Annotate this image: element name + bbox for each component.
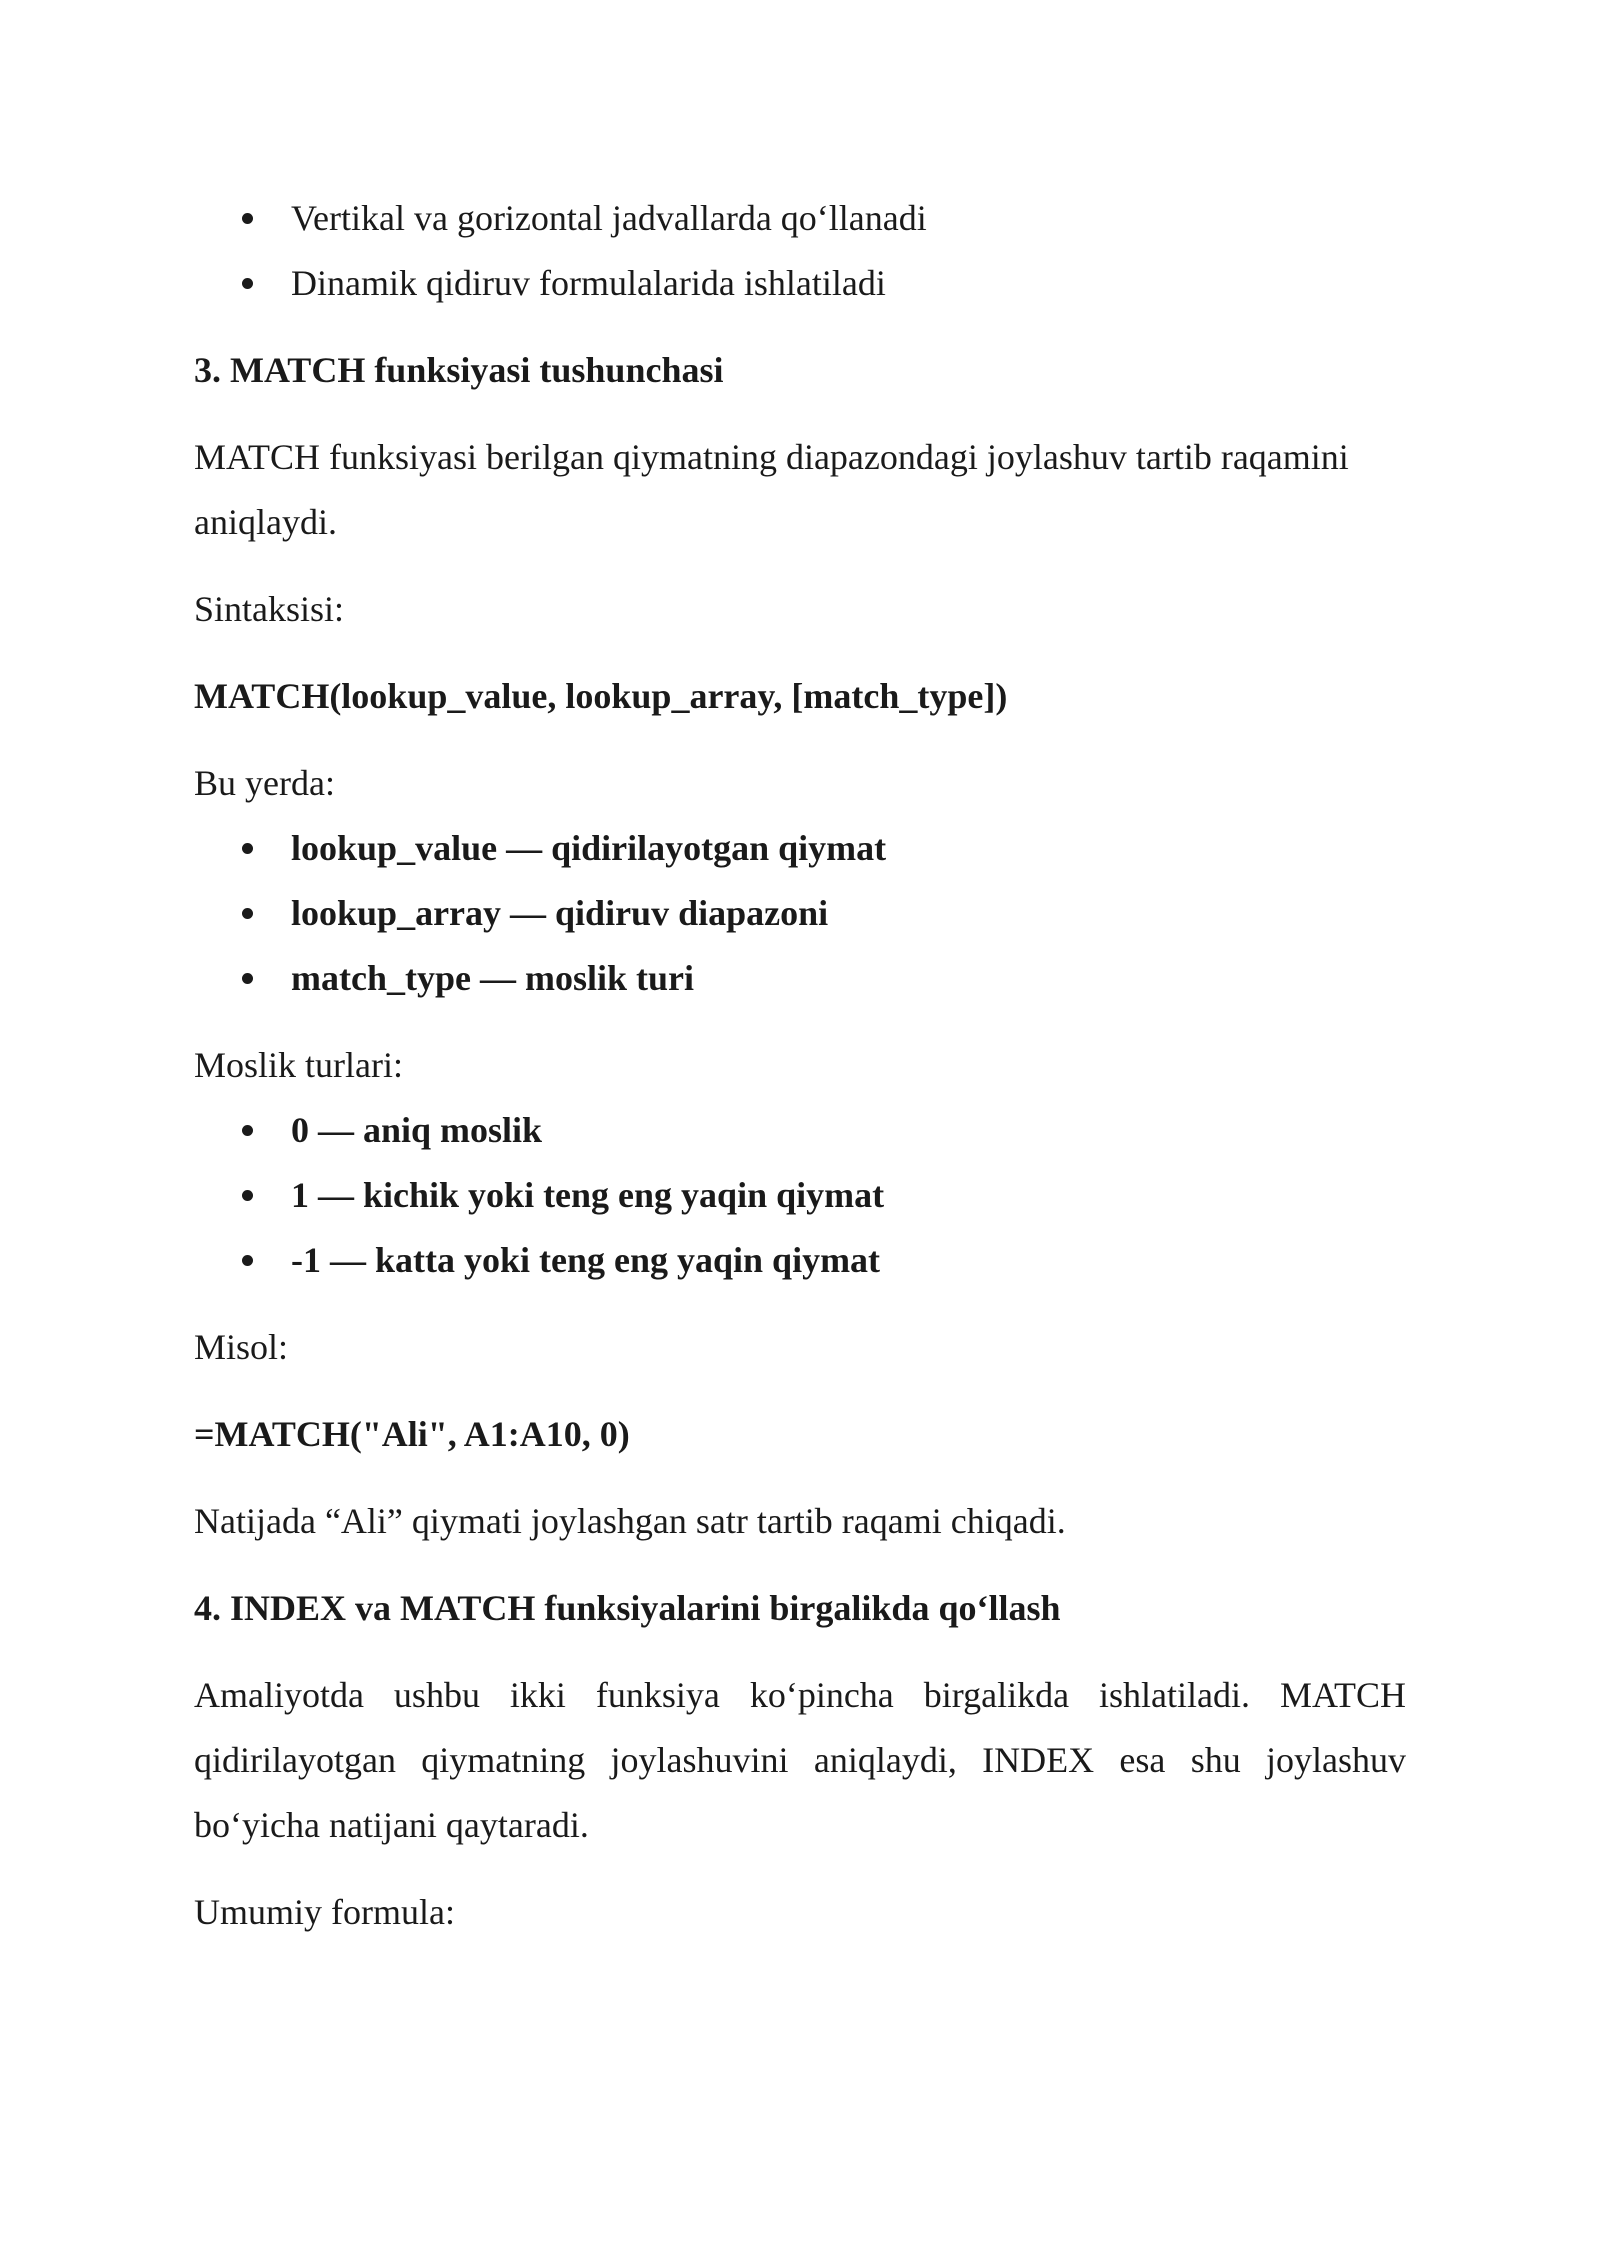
list-item-text: -1 — katta yoki teng eng yaqin qiymat xyxy=(291,1240,881,1280)
match-description: MATCH funksiyasi berilgan qiymatning diapazondagi joylashuv tartib raqamini aniqlaydi. xyxy=(194,437,1349,542)
bullet-icon xyxy=(242,1125,253,1136)
match-syntax: MATCH(lookup_value, lookup_array, [match_type]) xyxy=(194,676,1008,716)
bullet-icon xyxy=(242,973,253,984)
list-item-text: lookup_array — qidiruv diapazoni xyxy=(291,893,829,933)
general-formula-label: Umumiy formula: xyxy=(194,1892,455,1932)
list-item xyxy=(194,816,1406,881)
list-item-text: 0 — aniq moslik xyxy=(291,1110,543,1150)
list-item xyxy=(194,946,1406,1011)
argument-list xyxy=(194,816,1406,1011)
syntax-label: Sintaksisi: xyxy=(194,589,345,629)
list-item-text: Dinamik qidiruv formulalarida ishlatiladi xyxy=(291,263,886,303)
bullet-icon xyxy=(242,908,253,919)
list-item xyxy=(194,186,1406,251)
list-item xyxy=(194,881,1406,946)
list-item xyxy=(194,1163,1406,1228)
bullet-icon xyxy=(242,1255,253,1266)
section-heading-match: 3. MATCH funksiyasi tushunchasi xyxy=(194,350,724,390)
example-result: Natijada “Ali” qiymati joylashgan satr tartib raqami chiqadi. xyxy=(194,1501,1066,1541)
match-types-list xyxy=(194,1098,1406,1293)
example-label: Misol: xyxy=(194,1327,289,1367)
bullet-icon xyxy=(242,1190,253,1201)
where-label: Bu yerda: xyxy=(194,763,335,803)
bullet-icon xyxy=(242,843,253,854)
section-heading-index-match: 4. INDEX va MATCH funksiyalarini birgalikda qo‘llash xyxy=(194,1588,1061,1628)
document-content xyxy=(194,186,1406,1945)
index-match-description: Amaliyotda ushbu ikki funksiya ko‘pincha birgalikda ishlatiladi. MATCH qidirilayotgan qiymatning joylashuvini aniqlaydi, INDEX esa shu joylashuv bo‘yicha natijani qaytaradi. xyxy=(194,1675,1406,1845)
list-item-text: Vertikal va gorizontal jadvallarda qo‘llanadi xyxy=(291,198,927,238)
bullet-icon xyxy=(242,213,253,224)
list-item-text: match_type — moslik turi xyxy=(291,958,694,998)
list-item xyxy=(194,251,1406,316)
list-item-text: 1 — kichik yoki teng eng yaqin qiymat xyxy=(291,1175,885,1215)
list-item xyxy=(194,1228,1406,1293)
list-item-text: lookup_value — qidirilayotgan qiymat xyxy=(291,828,887,868)
bullet-icon xyxy=(242,278,253,289)
intro-bullet-list xyxy=(194,186,1406,316)
list-item xyxy=(194,1098,1406,1163)
example-formula: =MATCH("Ali", A1:A10, 0) xyxy=(194,1414,630,1454)
match-types-label: Moslik turlari: xyxy=(194,1045,403,1085)
